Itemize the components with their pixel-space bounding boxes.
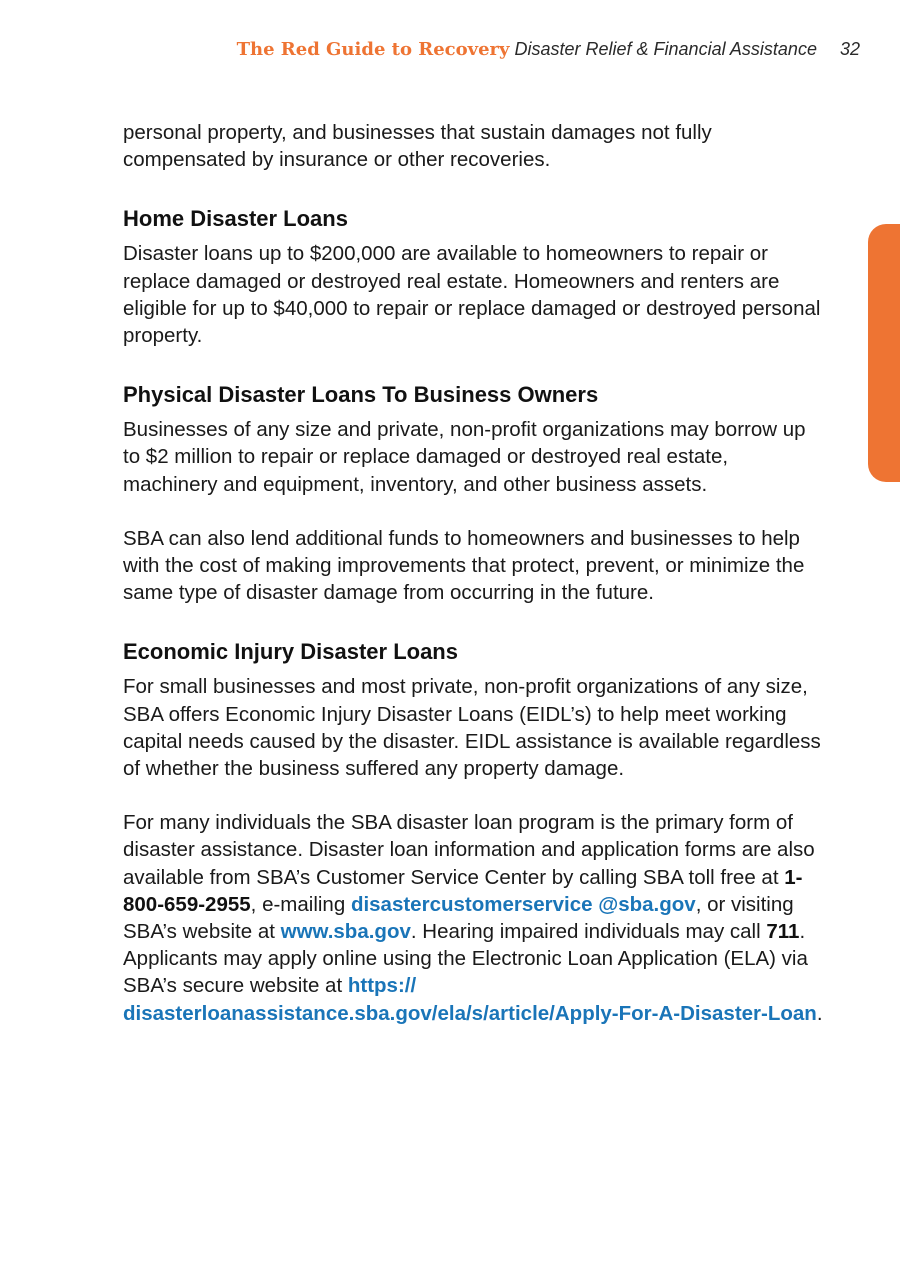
tty-number: 711: [766, 920, 800, 944]
section-title: Disaster Relief & Financial Assistance: [514, 39, 817, 59]
ela-link[interactable]: https:// disasterloanassistance.sba.gov/ela/s/article/Apply-For-A-Disaster-Loan: [123, 974, 817, 1025]
contact-text-5: . Applicants may apply online using the Electronic Loan Application (ELA) via SBA’s secure website at: [123, 920, 808, 998]
contact-paragraph: [123, 809, 823, 1027]
business-loans-paragraph: Businesses of any size and private, non-profit organizations may borrow up to $2 million to repair or replace damaged or destroyed real estate, machinery and equipment, inventory, and other business assets.: [123, 418, 806, 496]
home-loans-heading: Home Disaster Loans: [123, 206, 348, 232]
email-link[interactable]: disastercustomerservice @sba.gov: [350, 892, 696, 916]
chapter-tab: [868, 224, 900, 482]
page-number: 32: [839, 39, 860, 59]
contact-text-4: . Hearing impaired individuals may call: [410, 920, 767, 944]
business-loans-heading: Physical Disaster Loans To Business Owners: [123, 382, 599, 408]
guide-title: The Red Guide to Recovery: [236, 39, 510, 60]
phone-number: 1-800-659-2955: [123, 865, 803, 916]
eidl-paragraph: For small businesses and most private, non-profit organizations of any size, SBA offers Economic Injury Disaster Loans (EIDL’s) to help meet working capital needs caused by the disaster. EIDL assistance is available regardless of whether the business suffered any property damage.: [123, 675, 821, 781]
mitigation-paragraph: SBA can also lend additional funds to homeowners and businesses to help with the cost of making improvements that protect, prevent, or minimize the same type of disaster damage from occurring in the future.: [123, 526, 805, 605]
contact-text-3: , or visiting SBA’s website at: [123, 892, 794, 944]
intro-paragraph: personal property, and businesses that sustain damages not fully compensated by insurance or other recoveries.: [123, 121, 712, 172]
contact-text-2: , e-mailing: [250, 892, 351, 916]
running-header: [237, 38, 860, 61]
home-loans-paragraph: Disaster loans up to $200,000 are available to homeowners to repair or replace damaged or destroyed real estate. Homeowners and renters are eligible for up to $40,000 to repair or replace damaged or destroyed personal property.: [123, 242, 821, 348]
page-body: [123, 119, 823, 1054]
eidl-heading: Economic Injury Disaster Loans: [123, 639, 458, 665]
contact-text-6: .: [816, 1001, 823, 1025]
contact-text-1: For many individuals the SBA disaster loan program is the primary form of disaster assistance. Disaster loan information and application forms are also available from SBA’s Customer Service Center by calling SBA toll free at: [123, 811, 815, 889]
website-link[interactable]: www.sba.gov: [280, 920, 411, 944]
